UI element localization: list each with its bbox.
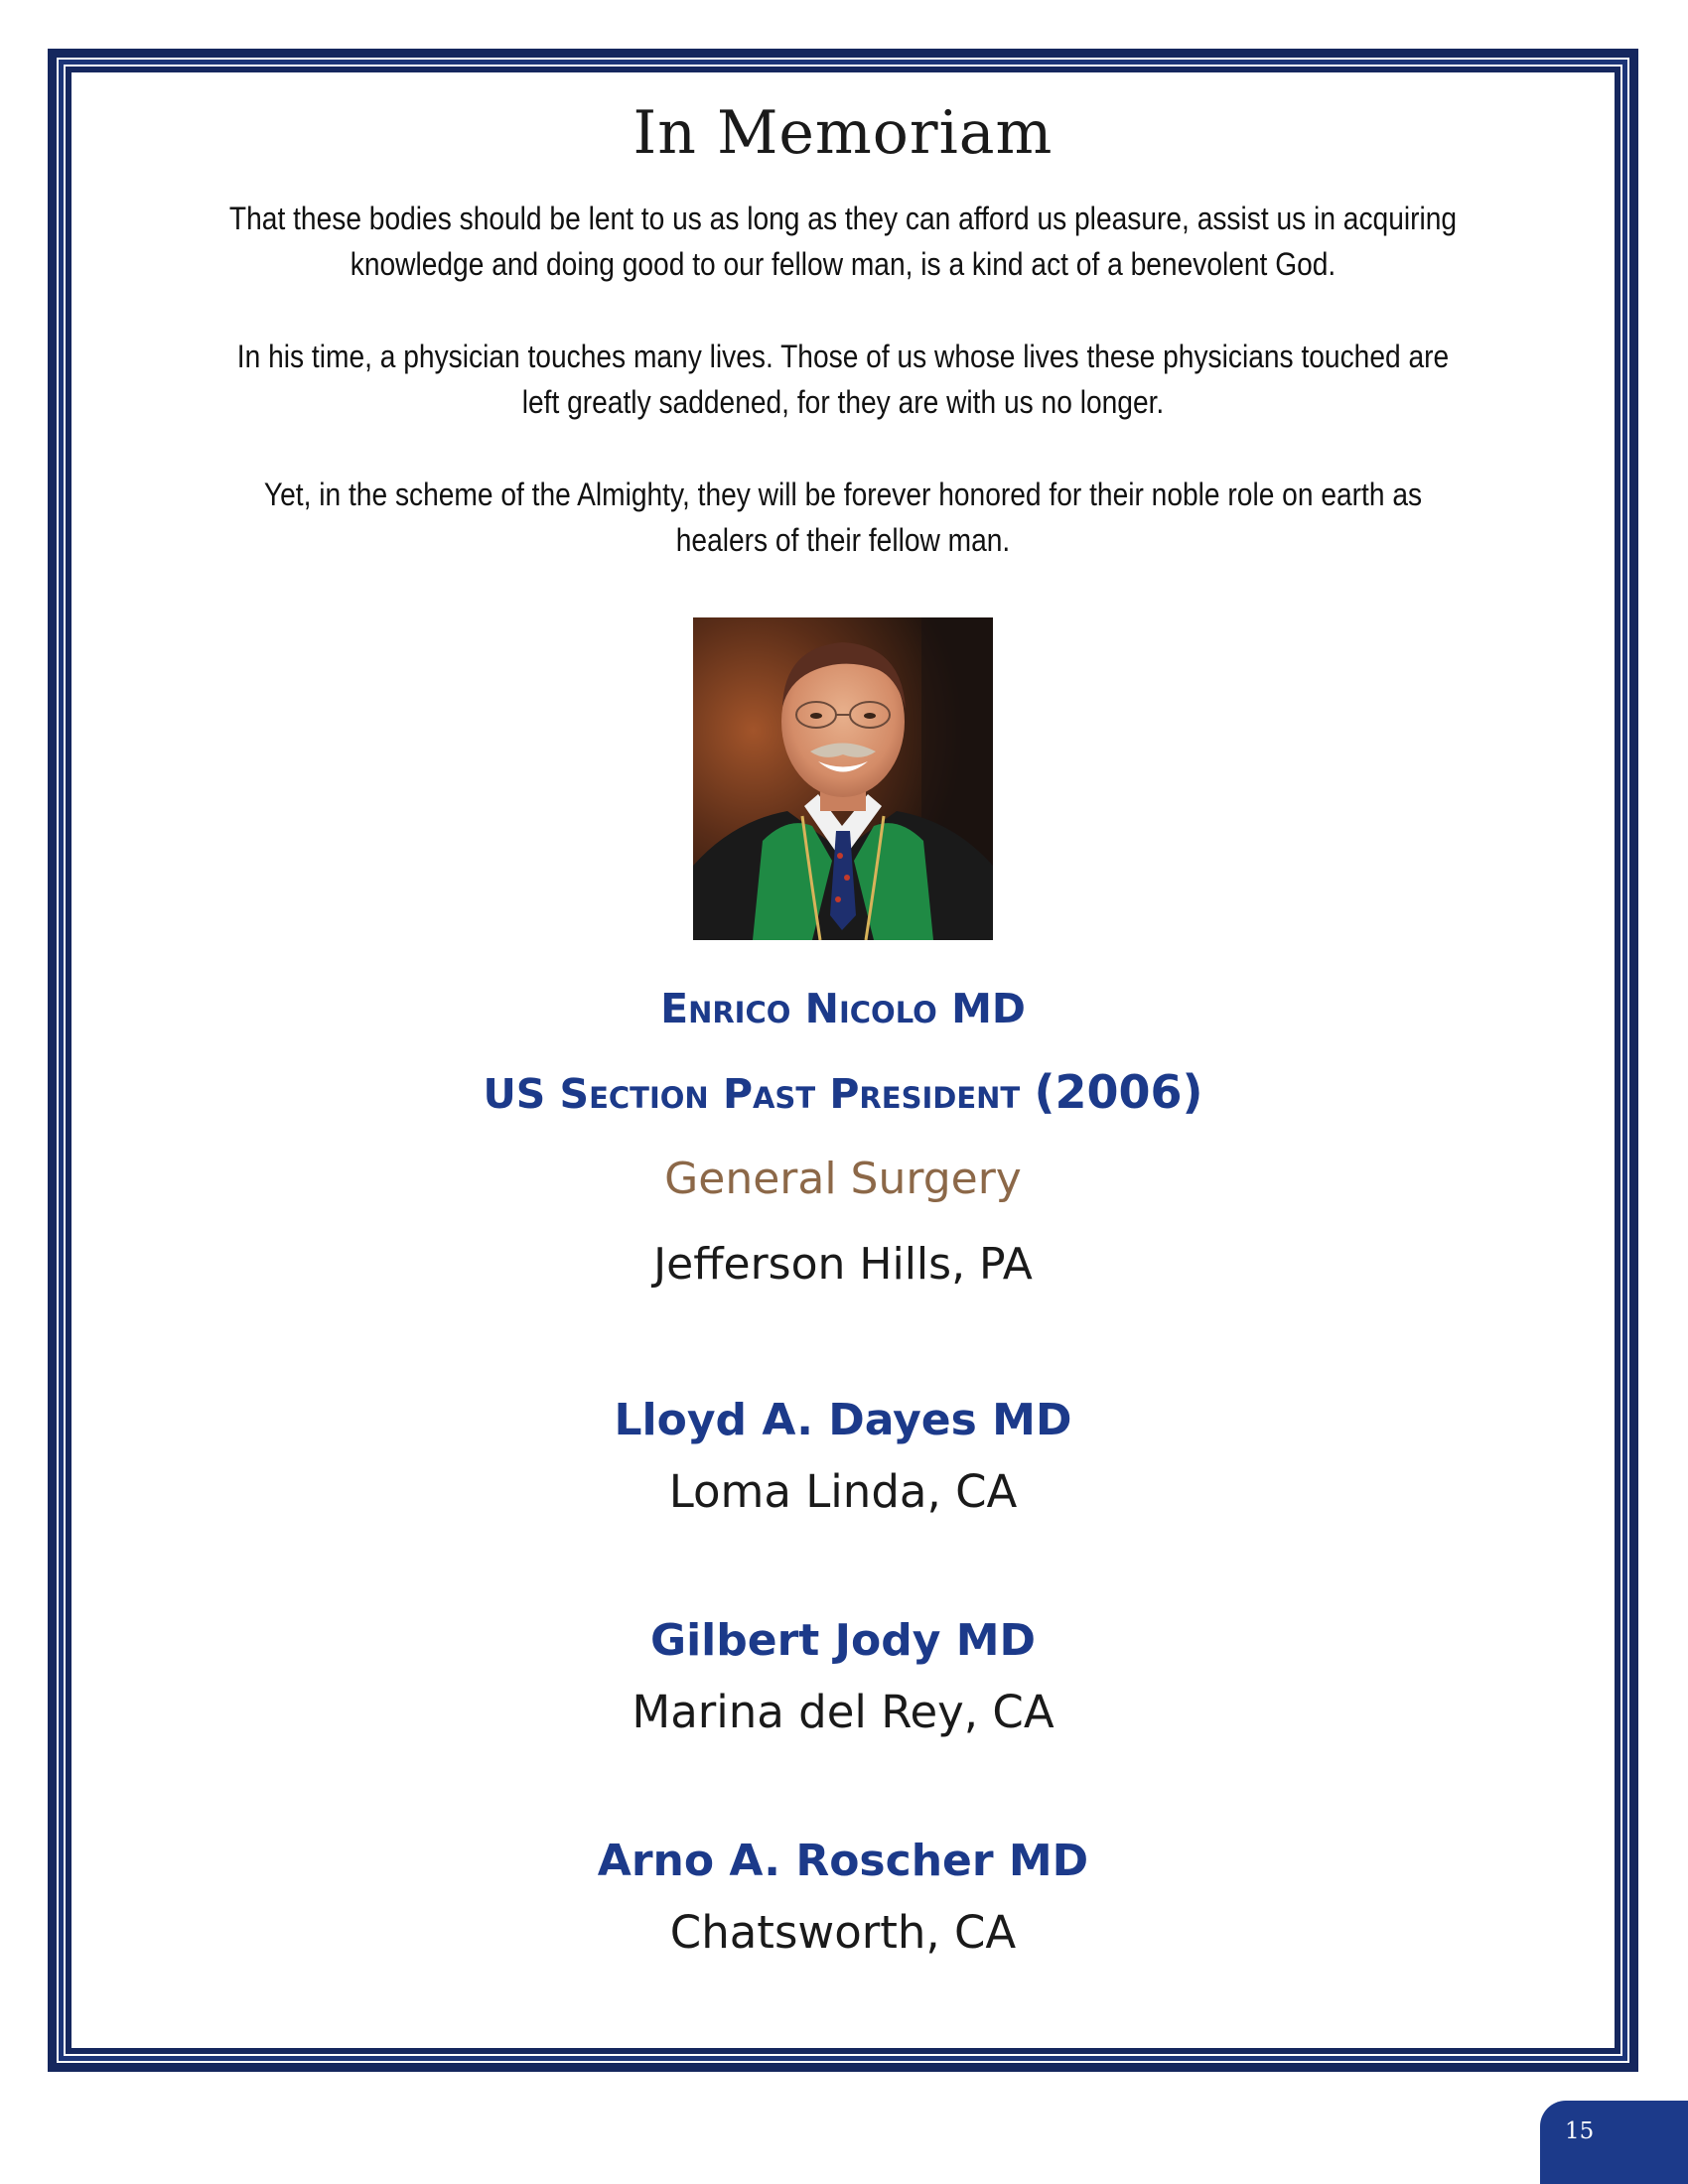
intro-paragraph: Yet, in the scheme of the Almighty, they will be forever honored for their noble role on earth as healers of their fellow man. — [263, 477, 1423, 558]
member-name: Lloyd A. Dayes MD — [614, 1395, 1072, 1445]
featured-name: Enrico Nicolo MD — [660, 985, 1026, 1032]
memorial-entry — [71, 1611, 1615, 1742]
portrait-photo — [693, 617, 993, 940]
member-location: Marina del Rey, CA — [632, 1686, 1055, 1738]
member-location: Loma Linda, CA — [668, 1465, 1018, 1518]
memorial-entry — [71, 1391, 1615, 1522]
intro-paragraph: In his time, a physician touches many lives. Those of us whose lives these physicians touched are left greatly saddened, for they are with us no longer. — [236, 339, 1450, 420]
featured-role-title: US Section Past President — [483, 1070, 1021, 1118]
member-name: Arno A. Roscher MD — [597, 1836, 1089, 1886]
intro-paragraph: That these bodies should be lent to us as long as they can afford us pleasure, assist us in acquiring knowledge and doing good to our fellow man, is a kind act of a benevolent God. — [228, 201, 1458, 282]
portrait-illustration — [693, 617, 993, 940]
featured-memorial — [71, 980, 1615, 1294]
featured-role — [71, 1063, 1615, 1123]
memorial-entry — [71, 1832, 1615, 1963]
memoriam-page — [71, 72, 1615, 2048]
page-number-tab — [1540, 2101, 1688, 2184]
intro-section — [71, 196, 1615, 563]
page-number: 15 — [1565, 2118, 1595, 2144]
featured-specialty: General Surgery — [664, 1154, 1022, 1204]
page-title: In Memoriam — [633, 98, 1054, 168]
featured-location: Jefferson Hills, PA — [653, 1239, 1033, 1290]
member-location: Chatsworth, CA — [669, 1906, 1017, 1959]
intro-text — [222, 196, 1464, 563]
featured-role-year: (2006) — [1034, 1065, 1203, 1119]
member-name: Gilbert Jody MD — [649, 1615, 1037, 1666]
